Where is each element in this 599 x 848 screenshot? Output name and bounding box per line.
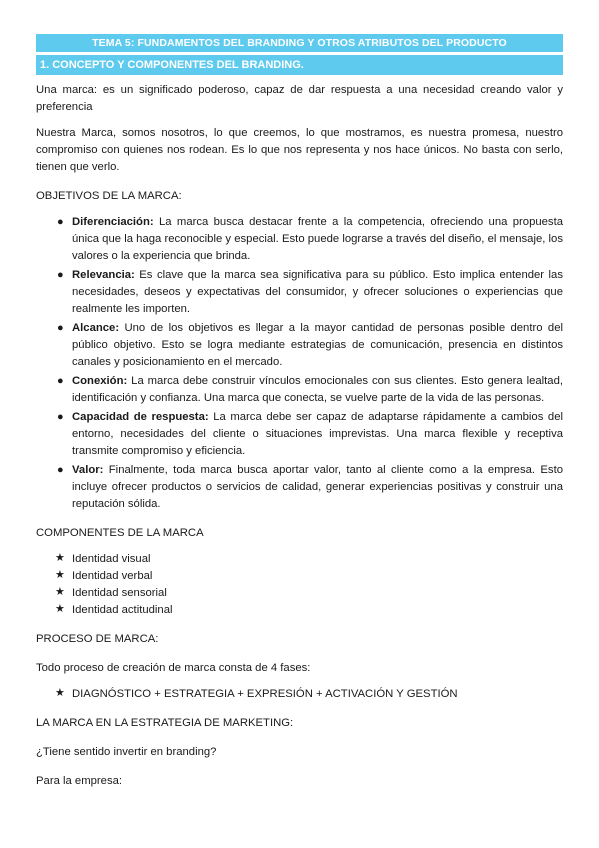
objective-item — [57, 214, 563, 265]
objective-text: Uno de los objetivos es llegar a la mayor cantidad de personas posible dentro del público objetivo. Esto se logra mediante estrategias de comunicación, presencia en distintos canales y posicionamiento en el mercado. — [72, 322, 563, 368]
star-icon: ★ — [55, 552, 65, 564]
star-icon: ★ — [55, 586, 65, 598]
components-list — [36, 551, 563, 619]
component-item — [55, 585, 563, 602]
objective-item — [57, 267, 563, 318]
marketing-heading: LA MARCA EN LA ESTRATEGIA DE MARKETING: — [36, 717, 294, 729]
intro-paragraph-1: Una marca: es un significado poderoso, capaz de dar respuesta a una necesidad creando valor y preferencia — [36, 84, 563, 113]
process-text: Todo proceso de creación de marca consta de 4 fases: — [36, 662, 311, 674]
bullet-icon: ● — [57, 464, 64, 476]
objective-term: Valor: — [72, 464, 104, 476]
component-item — [55, 568, 563, 585]
branding-question: ¿Tiene sentido invertir en branding? — [36, 746, 217, 758]
objective-item — [57, 409, 563, 460]
component-label: Identidad verbal — [72, 570, 153, 582]
bullet-icon: ● — [57, 216, 64, 228]
component-label: Identidad sensorial — [72, 587, 167, 599]
component-label: Identidad actitudinal — [72, 604, 173, 616]
objective-term: Capacidad de respuesta: — [72, 411, 209, 423]
component-item — [55, 551, 563, 568]
objective-item — [57, 462, 563, 513]
process-phases: DIAGNÓSTICO + ESTRATEGIA + EXPRESIÓN + ACTIVACIÓN Y GESTIÓN — [72, 688, 458, 700]
objective-item — [57, 373, 563, 407]
objective-term: Alcance: — [72, 322, 120, 334]
star-icon: ★ — [55, 687, 65, 699]
bullet-icon: ● — [57, 322, 64, 334]
process-heading: PROCESO DE MARCA: — [36, 633, 159, 645]
objectives-list — [36, 214, 563, 513]
objective-text: Finalmente, toda marca busca aportar valor, tanto al cliente como a la empresa. Esto incluye ofrecer productos o servicios de calidad, generar experiencias positivas y construir una reputación sólida. — [72, 464, 563, 510]
process-list — [36, 686, 563, 703]
star-icon: ★ — [55, 603, 65, 615]
bullet-icon: ● — [57, 375, 64, 387]
objectives-heading: OBJETIVOS DE LA MARCA: — [36, 190, 182, 202]
objective-item — [57, 320, 563, 371]
component-label: Identidad visual — [72, 553, 151, 565]
objective-text: La marca debe construir vínculos emocionales con sus clientes. Esto genera lealtad, identificación y confianza. Una marca que conecta, se vuelve parte de la vida de las personas. — [72, 375, 563, 404]
components-heading: COMPONENTES DE LA MARCA — [36, 527, 204, 539]
objective-text: Es clave que la marca sea significativa para su público. Esto implica entender las necesidades, deseos y expectativas del consumidor, y ofrecer soluciones o experiencias que realmente les importen. — [72, 269, 563, 315]
objective-term: Relevancia: — [72, 269, 135, 281]
objective-term: Diferenciación: — [72, 216, 154, 228]
objective-text: La marca debe ser capaz de adaptarse rápidamente a cambios del entorno, necesidades del cliente o situaciones imprevistas. Una marca flexible y receptiva transmite compromiso y eficiencia. — [72, 411, 563, 457]
component-item — [55, 602, 563, 619]
star-icon: ★ — [55, 569, 65, 581]
bullet-icon: ● — [57, 411, 64, 423]
document-title: TEMA 5: FUNDAMENTOS DEL BRANDING Y OTROS ATRIBUTOS DEL PRODUCTO — [36, 34, 563, 52]
bullet-icon: ● — [57, 269, 64, 281]
objective-term: Conexión: — [72, 375, 128, 387]
intro-paragraph-2: Nuestra Marca, somos nosotros, lo que creemos, lo que mostramos, es nuestra promesa, nuestro compromiso con quienes nos rodean. Es lo que nos representa y nos hace únicos. No basta con serlo, tienen que verlo. — [36, 127, 563, 173]
company-label: Para la empresa: — [36, 775, 123, 787]
section-heading: 1. CONCEPTO Y COMPONENTES DEL BRANDING. — [36, 55, 563, 75]
objective-text: La marca busca destacar frente a la competencia, ofreciendo una propuesta única que la haga reconocible y especial. Esto puede lograrse a través del diseño, el mensaje, los valores o la experiencia que brinda. — [72, 216, 563, 262]
process-phases-item — [55, 686, 563, 703]
